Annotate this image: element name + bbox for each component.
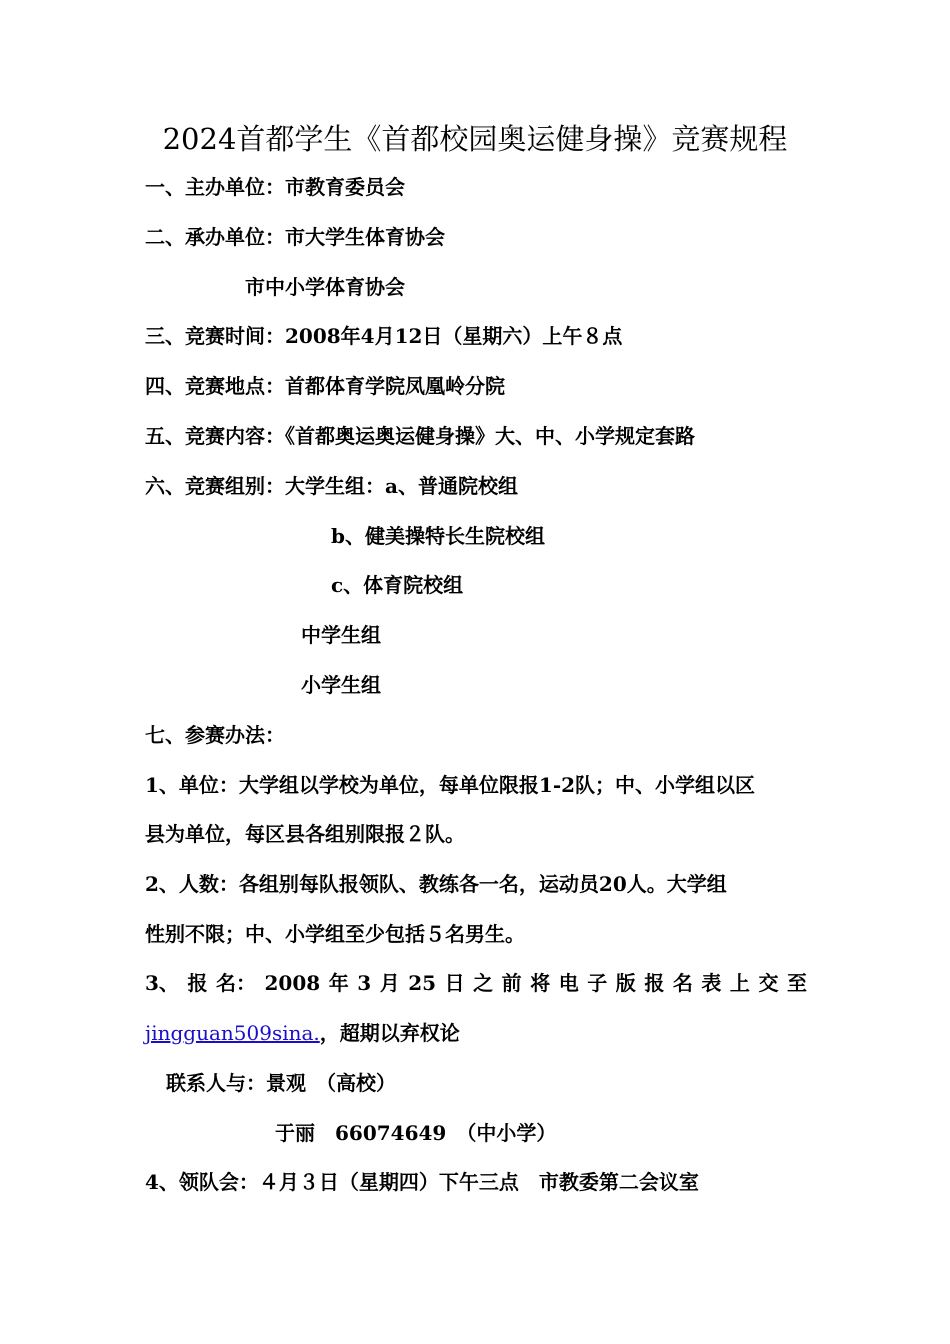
rule3-token: 日 [444,971,465,995]
rule4-line: 4、领队会：４月３日（星期四）下午三点 市教委第二会议室 [145,1170,699,1194]
rule3-token: 将 [530,971,551,995]
rule3-line-b-text: ，超期以弃权论 [319,1021,460,1045]
rule3-token: 报 [187,971,208,995]
rule3-token: 年 [328,971,349,995]
undertaker-line: 二、承办单位：市大学生体育协会 [145,225,445,249]
rule3-token: 前 [501,971,522,995]
rule3-token: 之 [473,971,494,995]
rule3-line-b [145,1019,460,1047]
rule3-token: 2008 [264,971,321,995]
rule3-token: 电 [558,971,579,995]
rule3-token: 交 [758,971,779,995]
rule3-token: 25 [408,971,437,995]
time-line: 三、竞赛时间：2008年4月12日（星期六）上午８点 [145,324,623,348]
group-c-line: c、体育院校组 [331,573,464,597]
rule3-token: 报 [644,971,665,995]
rule1-line-a: 1、单位：大学组以学校为单位，每单位限报1-2队；中、小学组以区 [145,773,756,797]
rule3-line-a [145,969,807,997]
rule2-line-b: 性别不限；中、小学组至少包括５名男生。 [145,922,525,946]
rule3-token: 上 [729,971,750,995]
rule3-token: 版 [615,971,636,995]
content-line: 五、竞赛内容：《首都奥运奥运健身操》大、中、小学规定套路 [145,424,695,448]
groups-line: 六、竞赛组别：大学生组：a、普通院校组 [145,474,518,498]
contact-line-2: 于丽 66074649 （中小学） [275,1121,557,1145]
undertaker-line-2: 市中小学体育协会 [245,275,405,299]
rule3-token: 月 [379,971,400,995]
email-link[interactable]: jingguan509sina. [145,1021,320,1045]
organizer-line: 一、主办单位：市教育委员会 [145,175,405,199]
venue-line: 四、竞赛地点：首都体育学院凤凰岭分院 [145,374,505,398]
contact-line-1: 联系人与：景观 （高校） [166,1071,396,1095]
rule3-token: 3 [357,971,372,995]
group-b-line: b、健美操特长生院校组 [331,524,545,548]
rule3-token: 3、 [145,971,179,995]
document-title: 2024首都学生《首都校园奥运健身操》竞赛规程 [162,122,788,156]
rule3-token: 表 [701,971,722,995]
rule3-token: 子 [587,971,608,995]
group-primary-line: 小学生组 [301,673,381,697]
rule3-token: 至 [786,971,807,995]
method-line: 七、参赛办法： [145,723,285,747]
rule3-token: 名： [215,971,256,995]
group-middle-line: 中学生组 [301,623,381,647]
rule2-line-a: 2、人数：各组别每队报领队、教练各一名，运动员20人。大学组 [145,872,727,896]
rule1-line-b: 县为单位，每区县各组别限报２队。 [145,822,465,846]
rule3-token: 名 [672,971,693,995]
